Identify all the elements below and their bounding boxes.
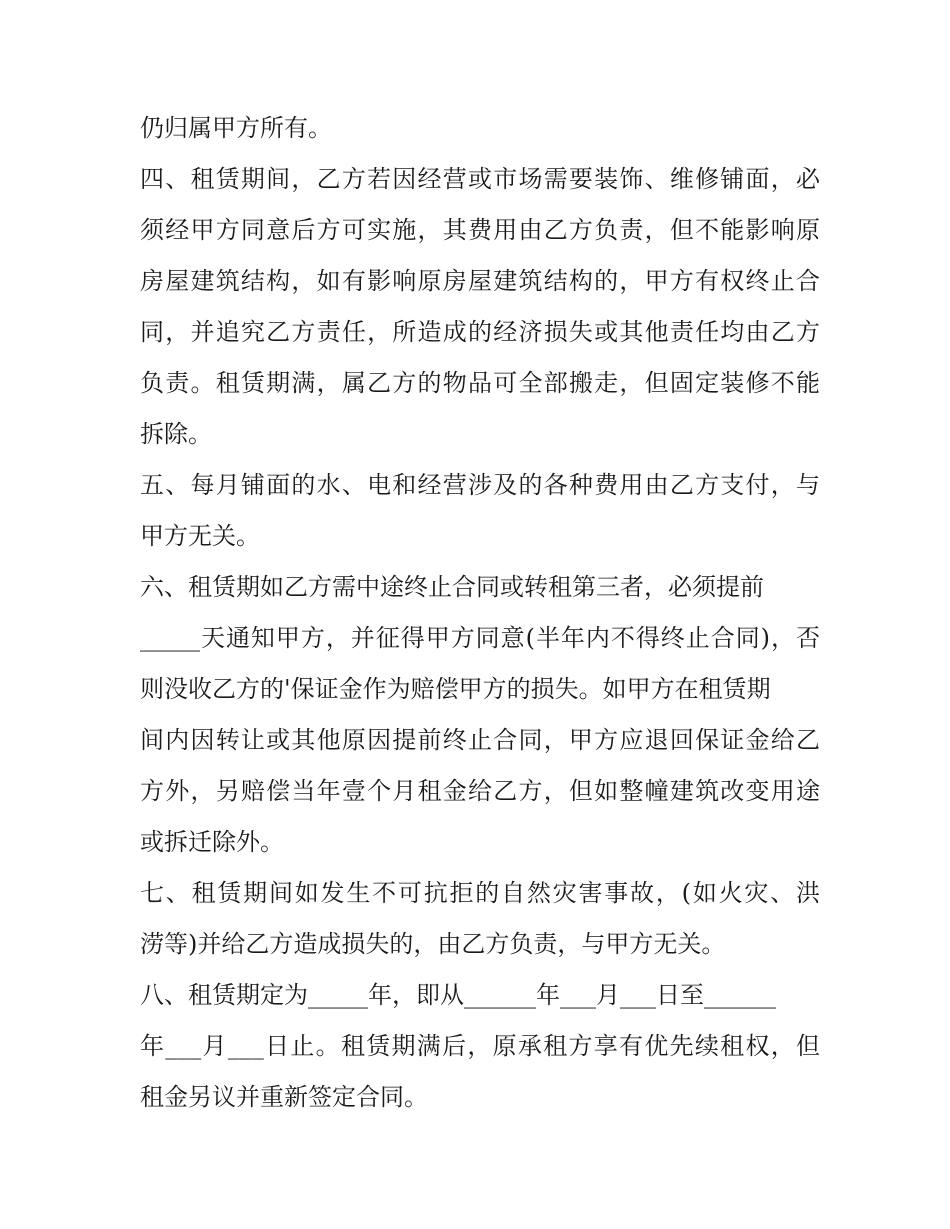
text-line: 租金另议并重新签定合同。 [140,1083,428,1111]
text-line: _____天通知甲方，并征得甲方同意(半年内不得终止合同)，否 [140,624,820,652]
text-line: 间内因转让或其他原因提前终止合同，甲方应退回保证金给乙 [140,726,820,754]
text-line: 涝等)并给乙方造成损失的，由乙方负责，与甲方无关。 [140,930,726,958]
text-line: 甲方无关。 [140,522,260,550]
text-line: 七、租赁期间如发生不可抗拒的自然灾害事故，(如火灾、洪 [140,879,820,907]
text-line: 五、每月铺面的水、电和经营涉及的各种费用由乙方支付，与 [140,471,820,499]
text-line: 年___月___日止。租赁期满后，原承租方享有优先续租权，但 [140,1032,820,1060]
text-line: 房屋建筑结构，如有影响原房屋建筑结构的，甲方有权终止合 [140,267,820,295]
text-line: 四、租赁期间，乙方若因经营或市场需要装饰、维修铺面，必 [140,165,820,193]
text-line: 负责。租赁期满，属乙方的物品可全部搬走，但固定装修不能 [140,369,820,397]
text-line: 同，并追究乙方责任，所造成的经济损失或其他责任均由乙方 [140,318,820,346]
text-line: 须经甲方同意后方可实施，其费用由乙方负责，但不能影响原 [140,216,820,244]
text-line: 八、租赁期定为_____年，即从______年___月___日至______ [140,981,776,1009]
text-line: 则没收乙方的'保证金作为赔偿甲方的损失。如甲方在租赁期 [140,675,771,703]
text-line: 仍归属甲方所有。 [140,114,332,142]
text-line: 或拆迁除外。 [140,828,284,856]
text-line: 六、租赁期如乙方需中途终止合同或转租第三者，必须提前 [140,573,764,601]
text-line: 方外，另赔偿当年壹个月租金给乙方，但如整幢建筑改变用途 [140,777,820,805]
text-line: 拆除。 [140,420,212,448]
